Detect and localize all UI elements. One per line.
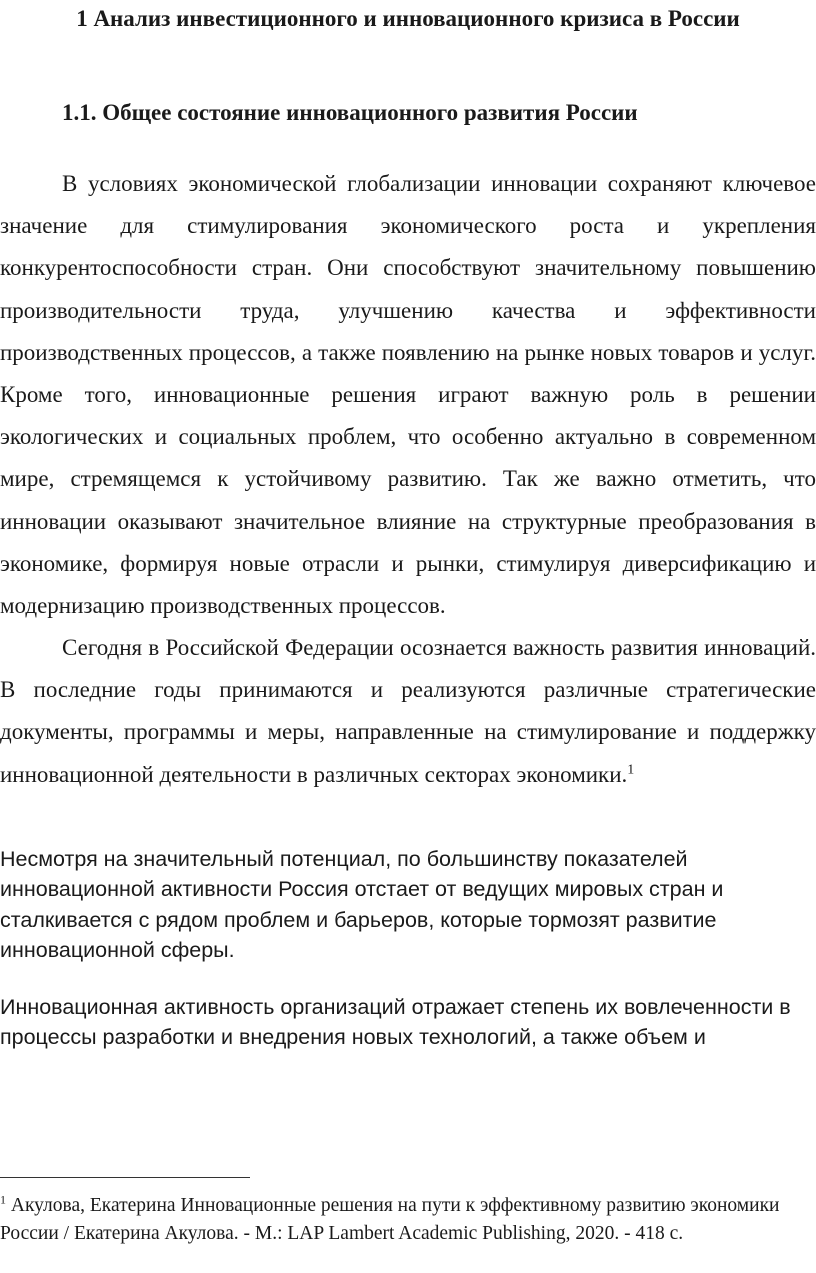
- footnote: [0, 1192, 800, 1248]
- paragraph-russian-federation-text: Сегодня в Российской Федерации осознается важность развития инноваций. В последние годы принимаются и реализуются различные стратегические документы, программы и меры, направленные на стимулирование и поддержку инновационной деятельности в различных секторах экономики.: [0, 635, 816, 787]
- footnote-marker: 1: [0, 1192, 6, 1207]
- chapter-heading: 1 Анализ инвестиционного и инновационного кризиса в России: [76, 6, 740, 31]
- footnote-separator: [0, 1177, 250, 1178]
- paragraph-russian-federation: [0, 627, 816, 796]
- paragraph-potential: Несмотря на значительный потенциал, по большинству показателей инновационной активности Россия отстает от ведущих мировых стран и сталкивается с рядом проблем и барьеров, которые тормозят развитие инновационной сферы.: [0, 847, 724, 962]
- footnote-text: Акулова, Екатерина Инновационные решения на пути к эффективному развитию экономики России / Екатерина Акулова. - М.: LAP Lambert Academic Publishing, 2020. - 418 с.: [0, 1195, 780, 1244]
- section-heading: 1.1. Общее состояние инновационного развития России: [62, 100, 638, 125]
- paragraph-globalization: В условиях экономической глобализации инновации сохраняют ключевое значение для стимулирования экономического роста и укрепления конкурентоспособности стран. Они способствуют значительному повышению производительности труда, улучшению качества и эффективности производственных процессов, а также появлению на рынке новых товаров и услуг. Кроме того, инновационные решения играют важную роль в решении экологических и социальных проблем, что особенно актуально в современном мире, стремящемся к устойчивому развитию. Так же важно отметить, что инновации оказывают значительное влияние на структурные преобразования в экономике, формируя новые отрасли и рынки, стимулируя диверсификацию и модернизацию производственных процессов.: [0, 171, 816, 619]
- footnote-reference[interactable]: 1: [627, 761, 635, 777]
- paragraph-innovation-activity: Инновационная активность организаций отражает степень их вовлеченности в процессы разработки и внедрения новых технологий, а также объем и: [0, 995, 791, 1050]
